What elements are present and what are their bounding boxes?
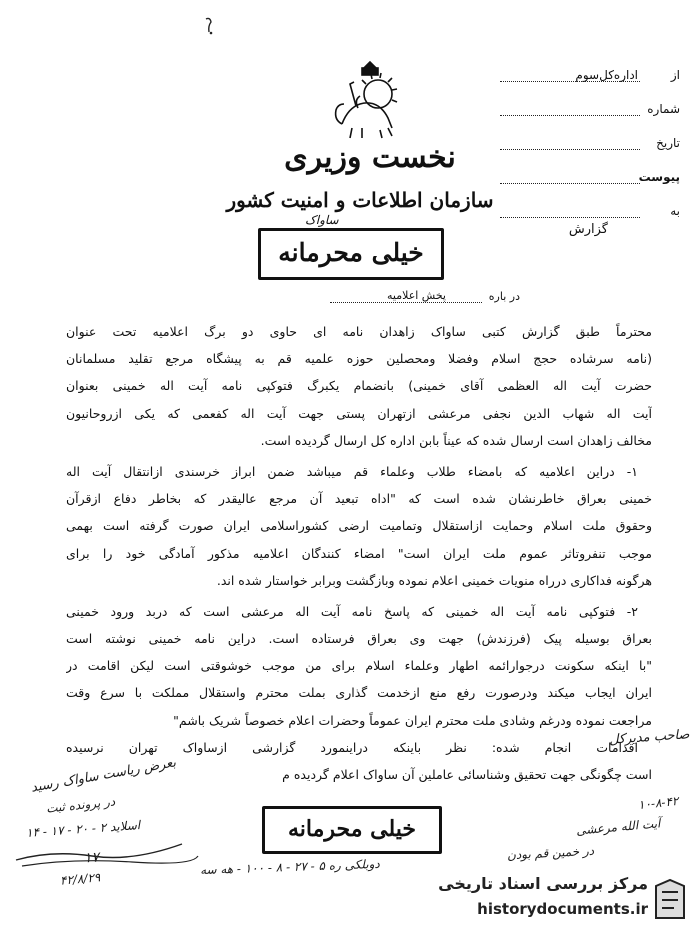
handwritten-note: در پرونده ثبت [45,794,116,816]
body-line: محترماً طبق گزارش کتبی ساواک زاهدان نامه ای حاوی دو برگ اعلامیه تحت عنوان [66,324,652,339]
classification-stamp-top-text: خیلی محرمانه [278,238,424,267]
report-label: گزارش [568,222,608,237]
field-date-line [500,149,640,150]
handwritten-note: ۱۰-۸-۴۲ [637,793,679,813]
field-date [500,132,680,158]
body-line: ۲- فتوکپی نامه آیت اله خمینی که پاسخ نامه آیت اله مرعشی است که دربد ورود خمینی [66,603,638,619]
handwritten-note: بعرض ریاست ساواک رسید [29,755,178,796]
handwritten-note: ۴۲/۸/۲۹ [59,870,101,888]
body-line: (نامه سرشاده حجج اسلام وفضلا ومحصلین حوزه علمیه قم به پیشگاه مرجع تقلید مسلمانان [66,351,652,367]
body-line: مراجعت نموده ودرغم وشادی ملت محترم ایران عموماً وحضرات اعلام خصوصاً شریک باشم" [173,712,652,728]
handwritten-note: دوبلکی ره ۵ - ۲۷ - ۸ - ۱۰۰ - هه سه [199,856,380,878]
body-line: بعراق بوسیله پیک (فرزندش) جهت وی بعراق فرستاده است. دراین نامه خمینی نوشته است [66,631,652,647]
field-from [500,64,680,90]
body-line: ۱- دراین اعلامیه که بامضاء طلاب وعلماء قم میباشد ضمن ابراز خرسندی ازانتقال آیت اله [66,463,638,479]
field-number-line [500,115,640,116]
field-attachment-label: پیوست [638,170,680,184]
organization-title: نخست وزیری [284,140,456,175]
body-line: مخالف زاهدان است ارسال شده که عیناً بابن اداره کل ارسال گردیده است. [260,432,652,448]
lion-and-sun-emblem-icon [322,58,418,144]
body-line: "با اینکه سکونت درجوارائمه اطهار وعلماء اسلام برای من موجب خوشوقتی است لیکن اقامت در [66,658,652,674]
body-line: اقدامات انجام شده: نظر باینکه دراینمورد گزارشی ازساواک تهران نرسیده [66,739,638,755]
watermark [422,872,690,930]
header-fields [500,64,680,234]
signature-scrawl-icon [12,830,202,870]
classification-stamp-top [258,213,444,280]
body-line: موجب تنفروتاثر عموم ملت ایران است" امضاء کنندگان اعلامیه مذکور آمادگی خود را برای [66,545,652,561]
ink-mark-icon [202,16,218,36]
subject-dotted-line [330,302,482,303]
field-from-label: از [670,68,680,82]
body-line: است چگونگی جهت تحقیق وشناسائی عاملین آن ساواک اعلام گردیده م [282,767,652,782]
body-line: حضرت آیت اله العظمی آقای خمینی) بانضمام یکبرگ فتوکپی نامه آیت اله خمینی بعنوان [66,378,652,394]
body-line: هرگونه فداکاری درراه منویات خمینی اعلام نموده وبازگشت وبرابر خواستار شده اند. [216,572,652,588]
field-number-label: شماره [647,102,680,116]
classification-stamp-bottom-text: خیلی محرمانه [287,816,417,842]
body-line: وحقوق ملت اسلام وحمایت ازاستقلال وتمامیت ارضی کشوراسلامی ایران صورت گرفته است بهمی [66,518,652,534]
report-body [66,318,652,788]
subject-value: پخش اعلامیه [383,289,450,302]
field-attachment [500,166,680,192]
field-attachment-line [500,183,640,184]
field-from-value: اداره‌کل‌سوم [575,68,638,82]
handwritten-note: آیت الله مرعشی [575,816,661,838]
field-to-line [500,217,640,218]
body-line: آیت اله شهاب الدین نجفی مرعشی ازتهران پستی جهت آیت اله کفعمی که یکی ازروحانیون [66,405,652,421]
watermark-url[interactable]: historydocuments.ir [477,900,648,918]
field-to-label: به [670,204,680,218]
archive-logo-icon [650,878,690,924]
classification-stamp-bottom [262,806,442,854]
subject-label: در باره [488,290,520,303]
handwritten-note: ۱۷ [83,849,100,867]
sub-organization-title: سازمان اطلاعات و امنیت کشور [226,188,494,212]
field-date-label: تاریخ [656,136,680,150]
watermark-text: مرکز بررسی اسناد تاریخی [438,874,648,893]
field-number [500,98,680,124]
body-line: ایران ایجاب میکند ودرصورت رفع منع ازخدمت گذاری بملت محترم واستقلال مملکت با سرع وقت [66,685,652,701]
handwritten-note: در خمین قم بودن [506,843,595,863]
classification-note: ساواک [305,213,339,227]
body-line: خمینی بعراق خاطرنشان شده است که "اداه تبعید آن مرجع عالیقدر که بخاطر دفاع ازقرآن [66,491,652,507]
handwritten-note: صاحب مدیرکل [609,727,691,748]
handwritten-note: اسلاید ۲ - ۲۰ - ۱۷ - ۱۴ [25,818,141,840]
